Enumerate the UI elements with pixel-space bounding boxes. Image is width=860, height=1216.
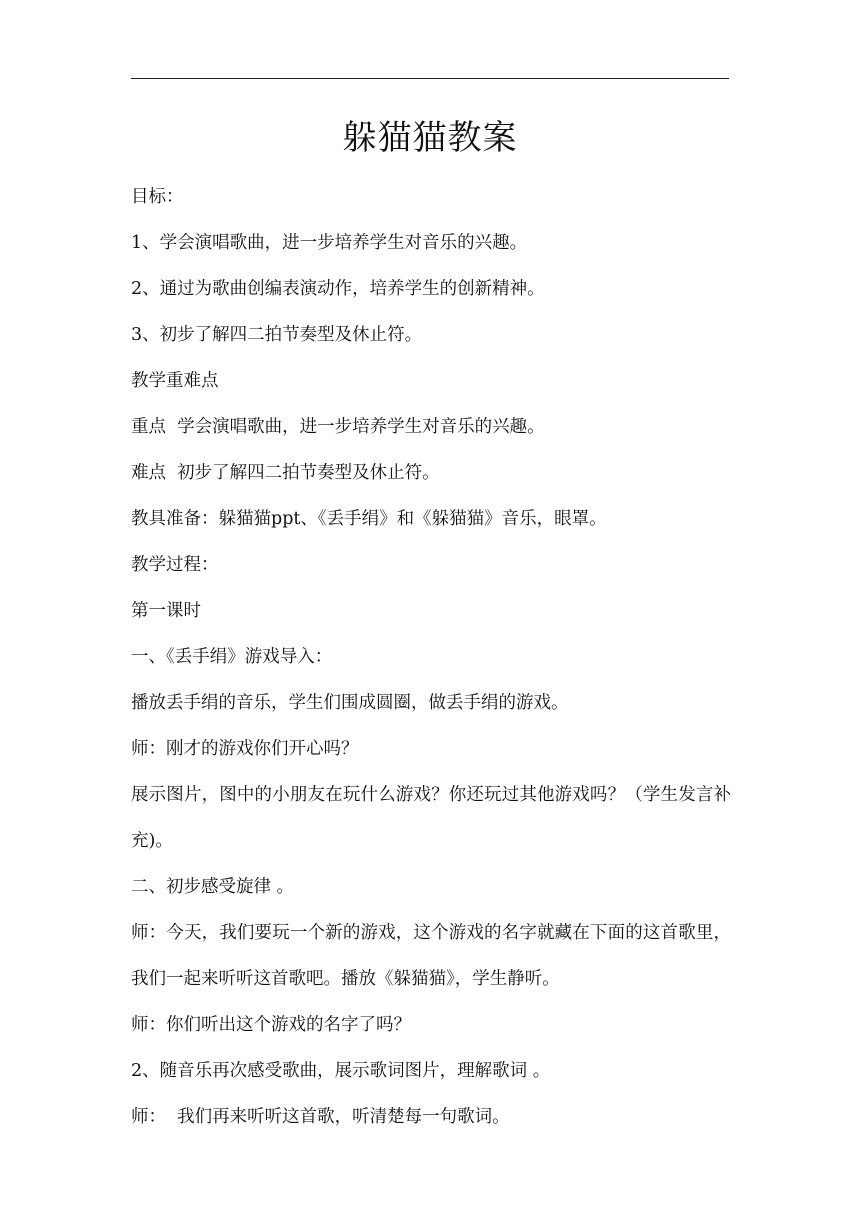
body-paragraph: 师：今天，我们要玩一个新的游戏，这个游戏的名字就藏在下面的这首歌里，我们一起来听听这首歌吧。播放《躲猫猫》，学生静听。 [131, 923, 731, 989]
process-heading: 教学过程： [131, 555, 219, 575]
body-paragraph: 2、随音乐再次感受歌曲，展示歌词图片，理解歌词 。 [131, 1061, 551, 1081]
key-point: 重点 学会演唱歌曲，进一步培养学生对音乐的兴趣。 [131, 417, 545, 437]
key-points-heading: 教学重难点 [131, 371, 219, 391]
goal-item: 2、通过为歌曲创编表演动作，培养学生的创新精神。 [131, 279, 545, 299]
difficult-point: 难点 初步了解四二拍节奏型及休止符。 [131, 463, 440, 483]
body-paragraph: 师：刚才的游戏你们开心吗？ [131, 739, 359, 759]
goals-heading: 目标： [131, 187, 184, 207]
document-title: 躲猫猫教案 [342, 118, 518, 158]
body-paragraph: 师：你们听出这个游戏的名字了吗？ [131, 1015, 411, 1035]
header-rule [131, 78, 729, 79]
body-paragraph: 展示图片，图中的小朋友在玩什么游戏？你还玩过其他游戏吗？（学生发言补充)。 [131, 785, 731, 851]
goal-item: 3、初步了解四二拍节奏型及休止符。 [131, 325, 423, 345]
document-body [131, 174, 731, 1140]
goal-item: 1、学会演唱歌曲，进一步培养学生对音乐的兴趣。 [131, 233, 528, 253]
lesson-heading: 第一课时 [131, 601, 201, 621]
body-paragraph: 播放丢手绢的音乐，学生们围成圆圈，做丢手绢的游戏。 [131, 693, 569, 713]
section-heading: 一、《丢手绢》游戏导入： [131, 647, 333, 667]
materials-paragraph: 教具准备：躲猫猫ppt、《丢手绢》和《躲猫猫》音乐，眼罩。 [131, 509, 607, 529]
body-paragraph: 师： 我们再来听听这首歌，听清楚每一句歌词。 [131, 1107, 510, 1127]
section-heading: 二、初步感受旋律 。 [131, 877, 295, 897]
